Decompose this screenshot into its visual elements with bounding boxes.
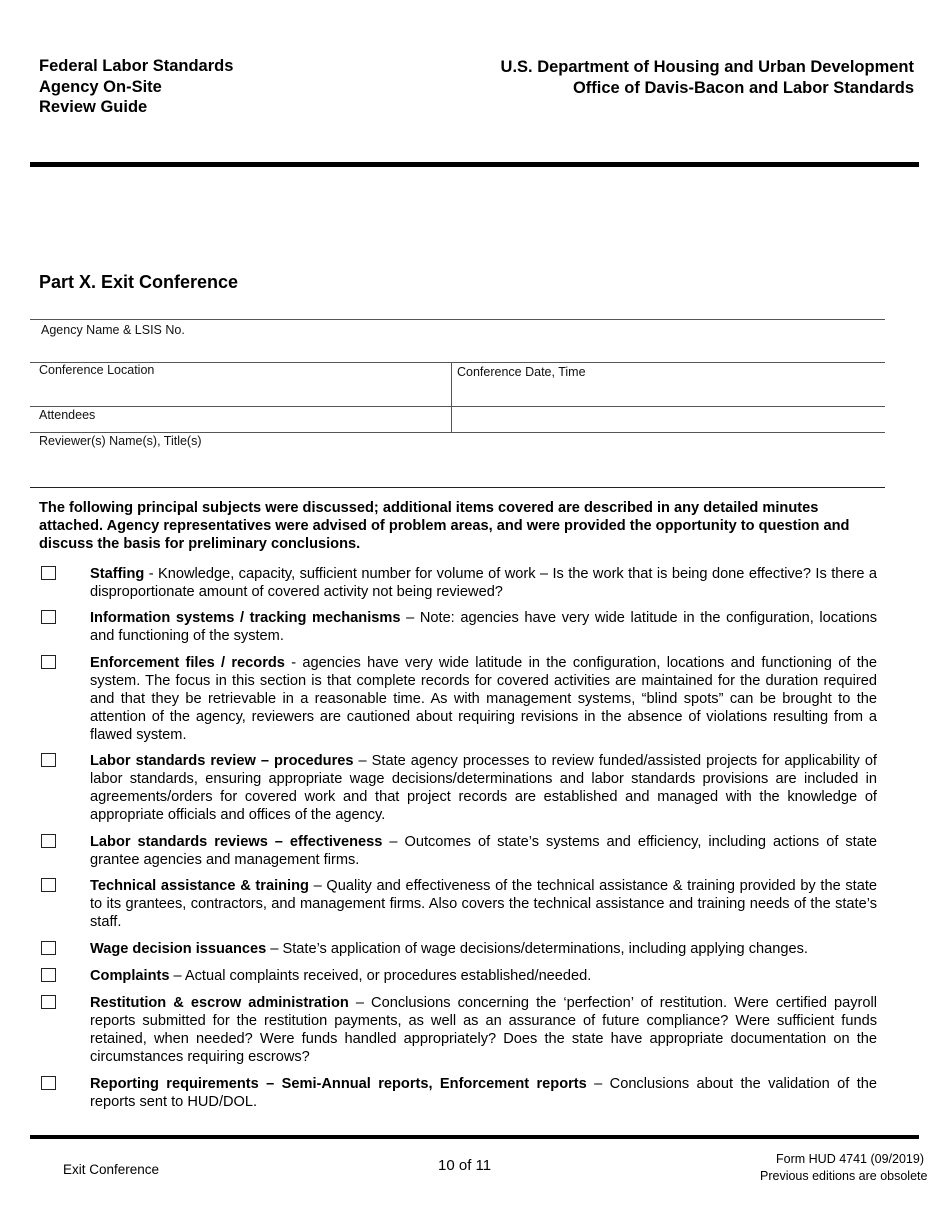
- item-description: – State agency processes to review funded/assisted projects for applicability of labor standards, ensuring appropriate wage decisions/determinations and labor standards provisions are included in agreements/orders for covered work and that project records are established and managed with the knowledge of appropriate officials and offices of the agency.: [90, 753, 877, 823]
- item-title: Reporting requirements – Semi-Annual reports, Enforcement reports: [90, 1076, 587, 1092]
- item-description: – Actual complaints received, or procedures established/needed.: [169, 968, 592, 984]
- checklist-item-technical-assistance: [39, 877, 877, 931]
- item-description: – State’s application of wage decisions/determinations, including applying changes.: [266, 941, 808, 957]
- item-title: Complaints: [90, 968, 170, 984]
- conference-date-time-label: Conference Date, Time: [457, 365, 586, 379]
- checklist-item-restitution: [39, 994, 877, 1066]
- footer-page-number: 10 of 11: [438, 1157, 492, 1174]
- header-right-line-2: Office of Davis-Bacon and Labor Standards: [572, 79, 914, 97]
- item-title: Technical assistance & training: [90, 878, 309, 894]
- conference-location-field[interactable]: [30, 363, 450, 406]
- header-rule: [30, 162, 919, 167]
- checkbox[interactable]: [41, 968, 56, 982]
- checklist-item-information-systems: [39, 609, 877, 645]
- checkbox[interactable]: [41, 995, 56, 1009]
- footer-section-name: Exit Conference: [63, 1162, 160, 1177]
- checkbox[interactable]: [41, 941, 56, 955]
- item-description: – Quality and effectiveness of the technical assistance & training provided by the state to its grantees, contractors, and management firms. Also covers the technical assistance and training needs of the state’s staff.: [90, 878, 877, 930]
- footer-rule: [30, 1135, 919, 1139]
- intro-text: The following principal subjects were discussed; additional items covered are described in any detailed minutes attached. Agency representatives were advised of problem areas, and were provided the opportunity to question and discuss the basis for preliminary conclusions.: [39, 500, 850, 552]
- item-description: – Conclusions concerning the ‘perfection’ of restitution. Were certified payroll reports submitted for the restitution payments, as well as an assurance of future compliance? Were sufficient funds retained, when needed? Were funds handled appropriately? Does the state have appropriate documentation on the circumstances requiring escrows?: [90, 995, 878, 1065]
- attendees-field[interactable]: [30, 407, 885, 432]
- agency-name-label: Agency Name & LSIS No.: [41, 323, 185, 337]
- footer-form-info: [760, 1151, 950, 1185]
- checklist-item-staffing: [39, 565, 877, 601]
- conference-date-time-field[interactable]: [452, 363, 885, 406]
- reviewers-field[interactable]: [30, 433, 885, 487]
- item-title: Information systems / tracking mechanisms: [90, 610, 401, 626]
- checkbox[interactable]: [41, 834, 56, 848]
- item-title: Wage decision issuances: [90, 941, 267, 957]
- item-title: Labor standards review – procedures: [90, 753, 354, 769]
- item-title: Restitution & escrow administration: [90, 995, 349, 1011]
- item-description: – Outcomes of state’s systems and efficiency, including actions of state grantee agencies and management firms.: [90, 834, 878, 868]
- checklist-item-review-effectiveness: [39, 833, 877, 869]
- reviewers-label: Reviewer(s) Name(s), Title(s): [39, 434, 202, 448]
- attendees-label: Attendees: [39, 408, 96, 422]
- checklist-item-review-procedures: [39, 752, 877, 824]
- checkbox[interactable]: [41, 610, 56, 624]
- checklist-item-wage-decision: [39, 940, 877, 958]
- agency-name-field[interactable]: [30, 320, 885, 362]
- item-title: Labor standards reviews – effectiveness: [90, 834, 383, 850]
- footer-obsolete-note: Previous editions are obsolete: [760, 1169, 928, 1183]
- item-title: Enforcement files / records: [90, 655, 285, 671]
- conference-location-label: Conference Location: [39, 363, 155, 377]
- checklist-item-complaints: [39, 967, 877, 985]
- part-title: Part X. Exit Conference: [39, 272, 239, 292]
- checklist-item-reporting: [39, 1075, 877, 1111]
- header-right: [501, 57, 914, 99]
- item-description: – Conclusions about the validation of the reports sent to HUD/DOL.: [90, 1076, 877, 1110]
- checkbox[interactable]: [41, 566, 56, 580]
- item-description: – Note: agencies have very wide latitude in the configuration, locations and functioning of the system.: [90, 610, 878, 644]
- checkbox[interactable]: [41, 878, 56, 892]
- checkbox[interactable]: [41, 1076, 56, 1090]
- header-left: [39, 56, 233, 118]
- checklist-item-enforcement-files: [39, 654, 877, 744]
- header-left-line-3: Review Guide: [39, 98, 148, 116]
- footer-form-number: Form HUD 4741 (09/2019): [776, 1152, 924, 1166]
- item-description: - agencies have very wide latitude in the configuration, locations and functioning of the system. The focus in this section is that complete records for covered activities are maintained for the duration required and that they be retrievable in a reasonable time. As with management systems, “blind spots” can be brought to the attention of the agency, reviewers are cautioned about requiring revisions in the absence of violations resulting from a flawed system.: [90, 655, 877, 743]
- header-right-line-1: U.S. Department of Housing and Urban Development: [500, 58, 914, 76]
- item-title: Staffing: [90, 566, 145, 582]
- item-description: - Knowledge, capacity, sufficient number for volume of work – Is the work that is being done effective? Is there a disproportionate amount of covered activity not being reviewed?: [90, 566, 877, 600]
- header-left-line-2: Agency On-Site: [39, 77, 162, 96]
- checkbox[interactable]: [41, 753, 56, 767]
- section-divider: [30, 487, 885, 488]
- header-left-line-1: Federal Labor Standards: [39, 57, 234, 75]
- checkbox[interactable]: [41, 655, 56, 669]
